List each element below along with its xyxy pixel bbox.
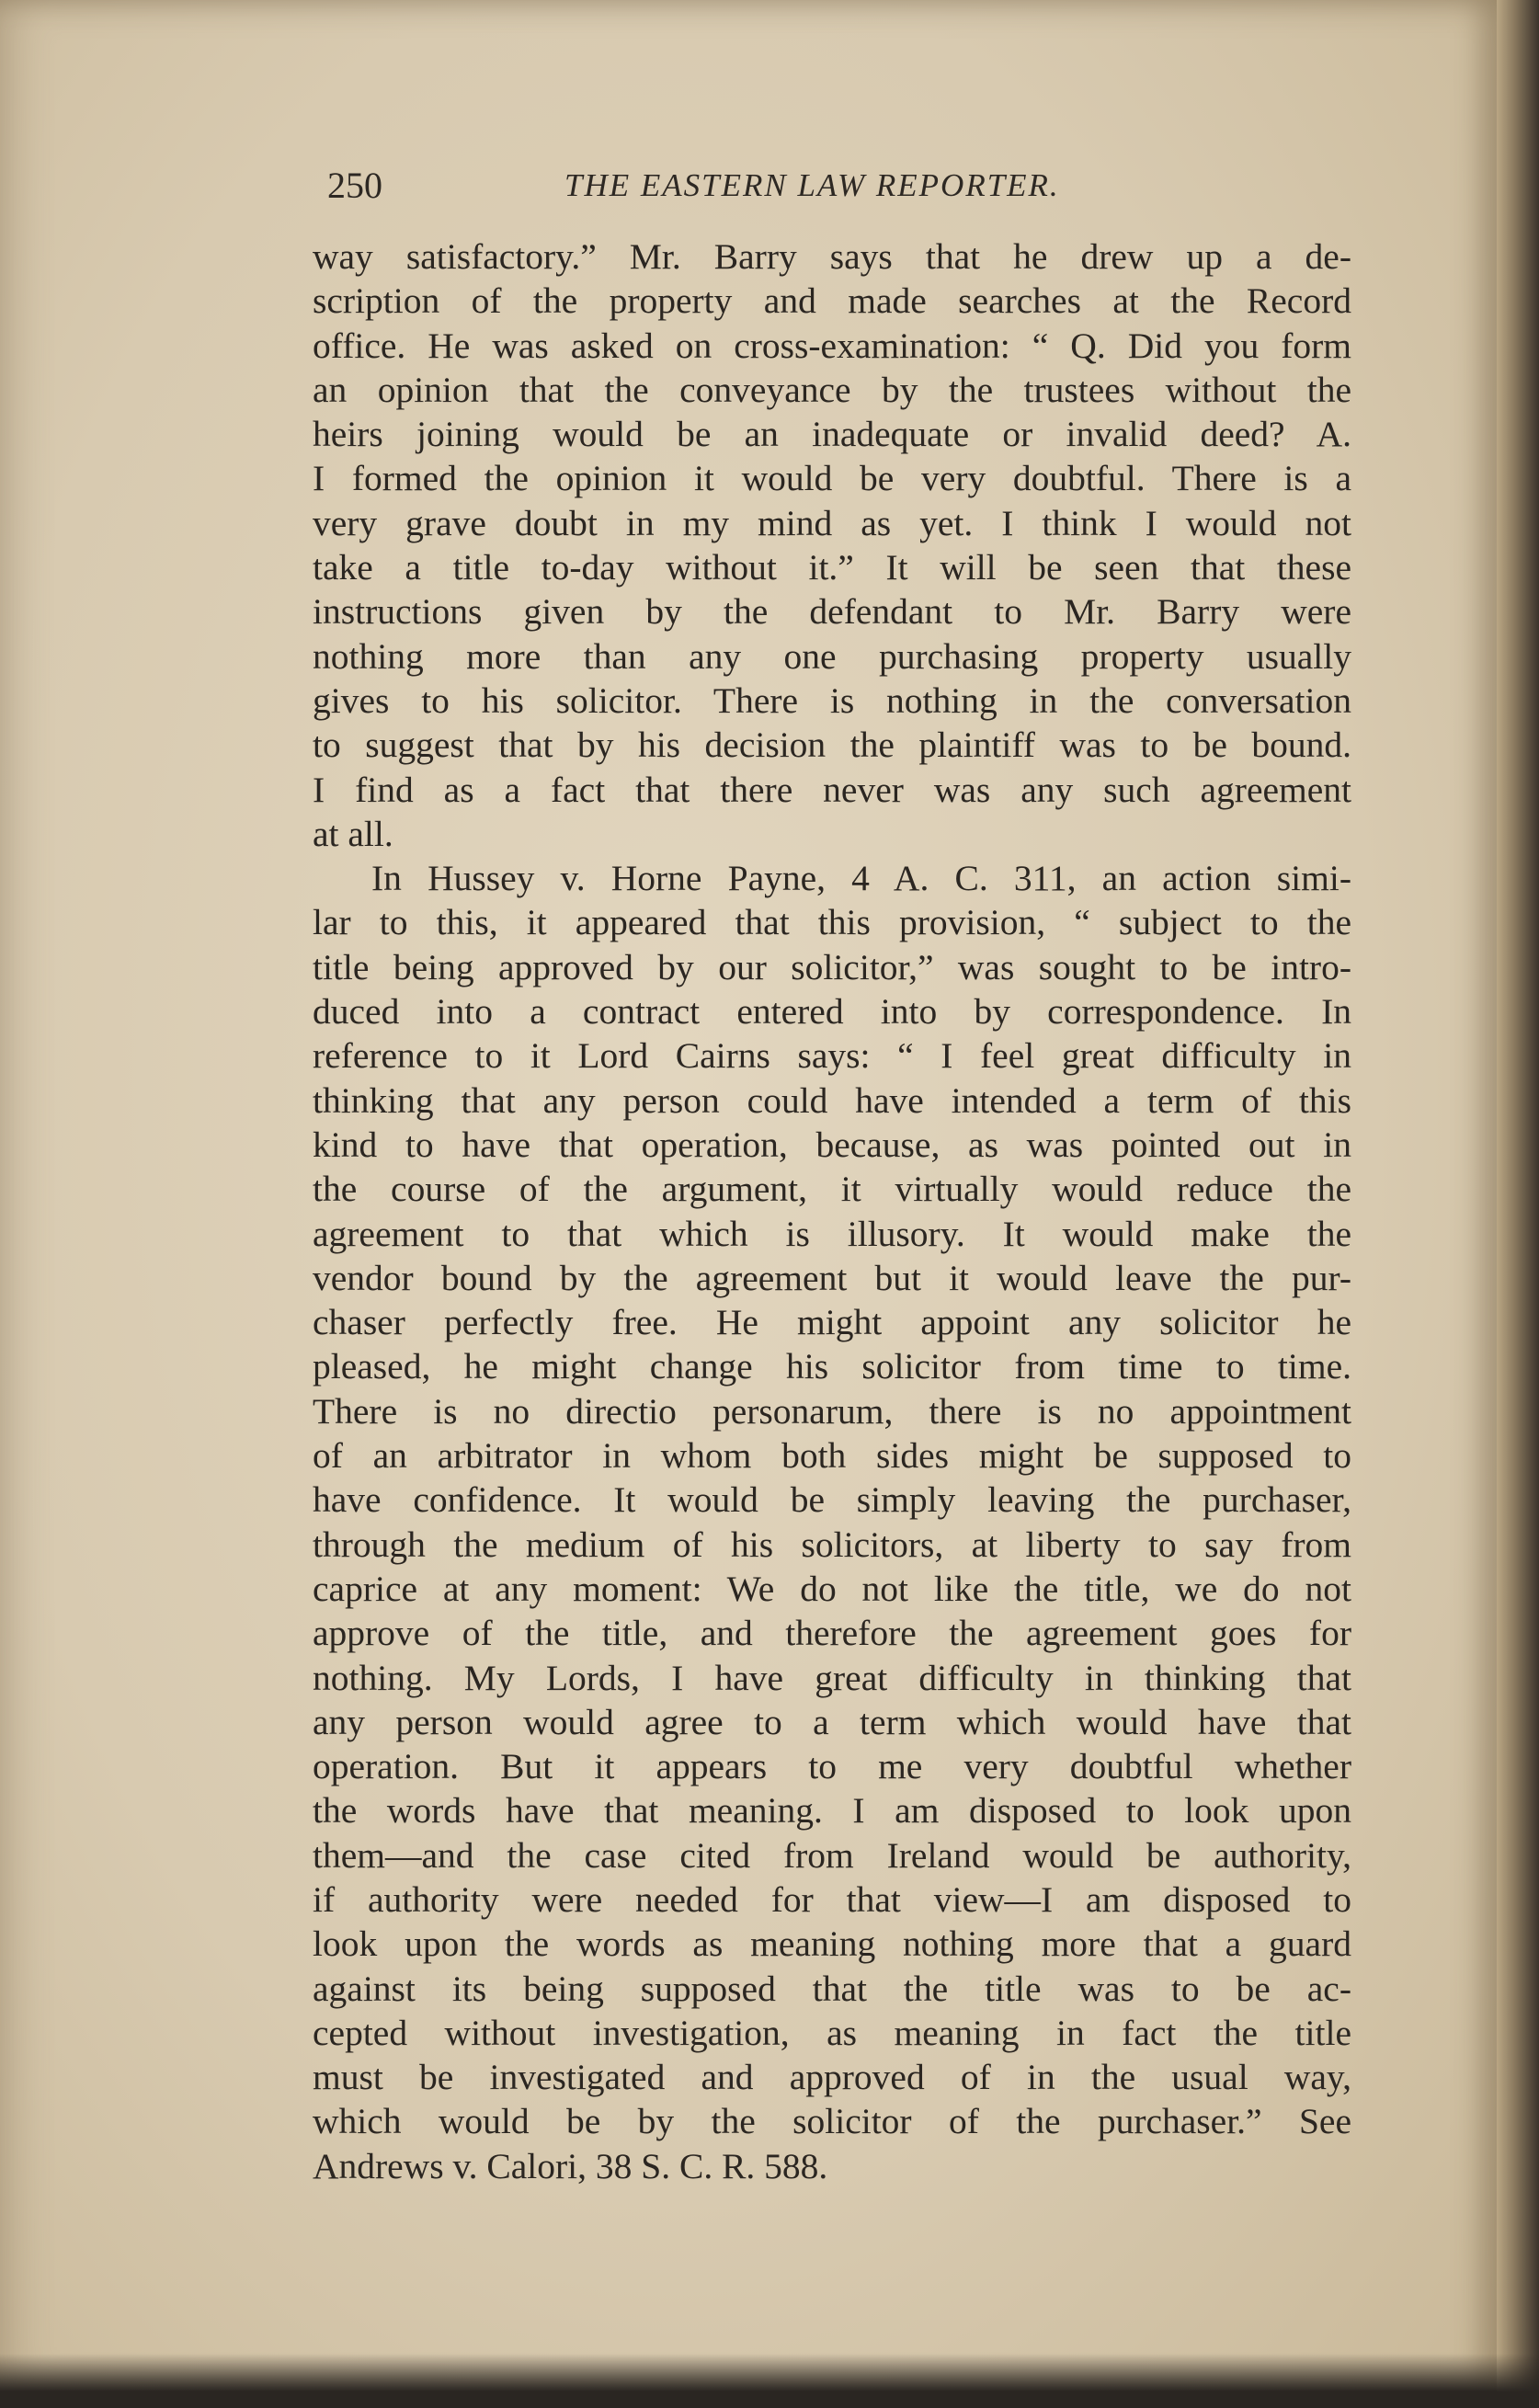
text-line: the course of the argument, it virtually would reduce the: [313, 1169, 1351, 1210]
text-line: operation. But it appears to me very doubtful whether: [313, 1746, 1351, 1787]
text-line: through the medium of his solicitors, at liberty to say from: [313, 1524, 1351, 1565]
text-line: an opinion that the conveyance by the trustees without the: [313, 369, 1351, 410]
paragraph-end-line: at all.: [313, 813, 393, 854]
text-line: nothing. My Lords, I have great difficulty in thinking that: [313, 1657, 1351, 1698]
page-number: 250: [327, 165, 382, 206]
text-line: nothing more than any one purchasing property usually: [313, 635, 1351, 677]
text-line: way satisfactory.” Mr. Barry says that he drew up a de-: [313, 236, 1351, 277]
text-line: scription of the property and made searches at the Record: [313, 280, 1351, 322]
text-line: vendor bound by the agreement but it would leave the pur-: [313, 1257, 1351, 1298]
text-line: of an arbitrator in whom both sides might be supposed to: [313, 1435, 1351, 1477]
text-line: kind to have that operation, because, as was pointed out in: [313, 1124, 1351, 1165]
book-page-edge: [1497, 0, 1539, 2408]
text-line: instructions given by the defendant to Mr. Barry were: [313, 591, 1351, 633]
paragraph-start-line: In Hussey v. Horne Payne, 4 A. C. 311, an action simi-: [371, 858, 1351, 899]
text-line: reference to it Lord Cairns says: “ I feel great difficulty in: [313, 1035, 1351, 1077]
text-line: There is no directio personarum, there is no appointment: [313, 1390, 1351, 1432]
text-line: cepted without investigation, as meaning in fact the title: [313, 2012, 1351, 2053]
page-header: [313, 158, 1122, 213]
text-line: I find as a fact that there never was any such agreement: [313, 769, 1351, 810]
text-line: title being approved by our solicitor,” was sought to be intro-: [313, 946, 1351, 987]
text-line: them—and the case cited from Ireland would be authority,: [313, 1834, 1351, 1876]
text-line: pleased, he might change his solicitor from time to time.: [313, 1346, 1351, 1387]
text-line: must be investigated and approved of in the usual way,: [313, 2057, 1351, 2098]
text-line: very grave doubt in my mind as yet. I think I would not: [313, 502, 1351, 543]
text-line: have confidence. It would be simply leaving the purchaser,: [313, 1479, 1351, 1521]
text-line: which would be by the solicitor of the purchaser.” See: [313, 2101, 1351, 2142]
text-line: heirs joining would be an inadequate or invalid deed? A.: [313, 414, 1351, 455]
text-line: gives to his solicitor. There is nothing in the conversation: [313, 679, 1351, 721]
body-text: [313, 234, 1351, 2188]
text-line: to suggest that by his decision the plaintiff was to be bound.: [313, 725, 1351, 766]
text-line: thinking that any person could have intended a term of this: [313, 1079, 1351, 1121]
running-title: THE EASTERN LAW REPORTER.: [564, 167, 1060, 203]
text-line: approve of the title, and therefore the agreement goes for: [313, 1613, 1351, 1654]
text-line: take a title to-day without it.” It will be seen that these: [313, 547, 1351, 588]
paragraph-end-line: Andrews v. Calori, 38 S. C. R. 588.: [313, 2145, 828, 2186]
text-line: any person would agree to a term which would have that: [313, 1701, 1351, 1742]
text-line: caprice at any moment: We do not like the title, we do not: [313, 1568, 1351, 1609]
text-line: agreement to that which is illusory. It would make the: [313, 1213, 1351, 1254]
text-line: I formed the opinion it would be very doubtful. There is a: [313, 458, 1351, 499]
text-line: against its being supposed that the title was to be ac-: [313, 1968, 1351, 2009]
text-line: look upon the words as meaning nothing more that a guard: [313, 1923, 1351, 1965]
text-line: lar to this, it appeared that this provision, “ subject to the: [313, 902, 1351, 943]
text-line: duced into a contract entered into by correspondence. In: [313, 991, 1351, 1033]
text-line: chaser perfectly free. He might appoint any solicitor he: [313, 1302, 1351, 1343]
text-line: the words have that meaning. I am disposed to look upon: [313, 1790, 1351, 1832]
book-bottom-shadow: [0, 2354, 1539, 2408]
text-line: if authority were needed for that view—I am disposed to: [313, 1878, 1351, 1920]
text-line: office. He was asked on cross-examination: “ Q. Did you form: [313, 325, 1351, 366]
